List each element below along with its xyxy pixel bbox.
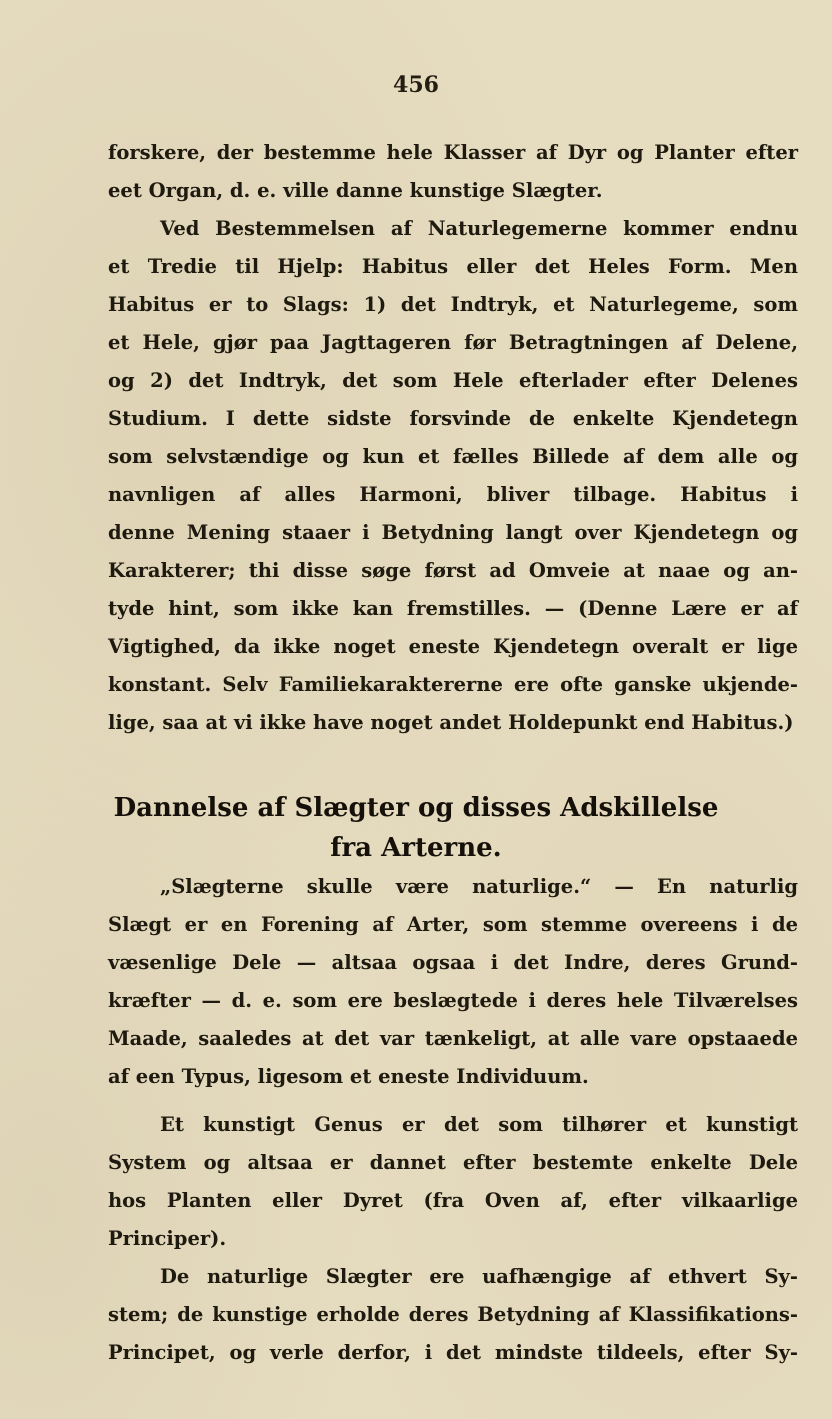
text-line: væsenlige Dele — altsaa ogsaa i det Indre, deres Grund-	[108, 951, 798, 974]
text-line: af een Typus, ligesom et eneste Individuum.	[108, 1065, 589, 1088]
text-line: „Slægterne skulle være naturlige.“ — En naturlig	[160, 875, 798, 898]
text-line: Karakterer; thi disse søge først ad Omveie at naae og an-	[108, 559, 798, 582]
text-line: System og altsaa er dannet efter bestemte enkelte Dele	[108, 1151, 798, 1174]
text-line: stem; de kunstige erholde deres Betydning af Klassifikations-	[108, 1303, 798, 1326]
text-line: Ved Bestemmelsen af Naturlegemerne kommer endnu	[160, 217, 798, 240]
section-heading-line-1: Dannelse af Slægter og disses Adskillelse	[113, 793, 719, 823]
text-line: som selvstændige og kun et fælles Billede af dem alle og	[108, 445, 798, 468]
text-line: Maade, saaledes at det var tænkeligt, at alle vare opstaaede	[108, 1027, 798, 1050]
text-line: Vigtighed, da ikke noget eneste Kjendetegn overalt er lige	[108, 635, 798, 658]
section-heading-line-2: fra Arterne.	[330, 833, 502, 863]
text-line: et Tredie til Hjelp: Habitus eller det Heles Form. Men	[108, 255, 798, 278]
text-line: Principer).	[108, 1227, 227, 1250]
text-line: Principet, og verle derfor, i det mindste tildeels, efter Sy-	[108, 1341, 798, 1364]
text-line: forskere, der bestemme hele Klasser af Dyr og Planter efter	[108, 141, 798, 164]
text-line: hos Planten eller Dyret (fra Oven af, efter vilkaarlige	[108, 1189, 798, 1212]
text-line: navnligen af alles Harmoni, bliver tilbage. Habitus i	[108, 483, 798, 506]
text-line: eet Organ, d. e. ville danne kunstige Slægter.	[108, 179, 603, 202]
page-number: 456	[393, 72, 439, 98]
text-line: et Hele, gjør paa Jagttageren før Betragtningen af Delene,	[108, 331, 798, 354]
text-line: konstant. Selv Familiekaraktererne ere ofte ganske ukjende-	[108, 673, 798, 696]
text-line: Studium. I dette sidste forsvinde de enkelte Kjendetegn	[108, 407, 798, 430]
text-line: kræfter — d. e. som ere beslægtede i deres hele Tilværelses	[108, 989, 798, 1012]
text-line: tyde hint, som ikke kan fremstilles. — (Denne Lære er af	[108, 597, 798, 620]
text-line: og 2) det Indtryk, det som Hele efterlader efter Delenes	[108, 369, 798, 392]
text-line: Habitus er to Slags: 1) det Indtryk, et Naturlegeme, som	[108, 293, 798, 316]
text-line: Et kunstigt Genus er det som tilhører et kunstigt	[160, 1113, 798, 1136]
text-line: Slægt er en Forening af Arter, som stemme overeens i de	[108, 913, 798, 936]
text-line: De naturlige Slægter ere uafhængige af ethvert Sy-	[160, 1265, 798, 1288]
text-line: lige, saa at vi ikke have noget andet Holdepunkt end Habitus.)	[108, 711, 794, 734]
text-line: denne Mening staaer i Betydning langt over Kjendetegn og	[108, 521, 798, 544]
